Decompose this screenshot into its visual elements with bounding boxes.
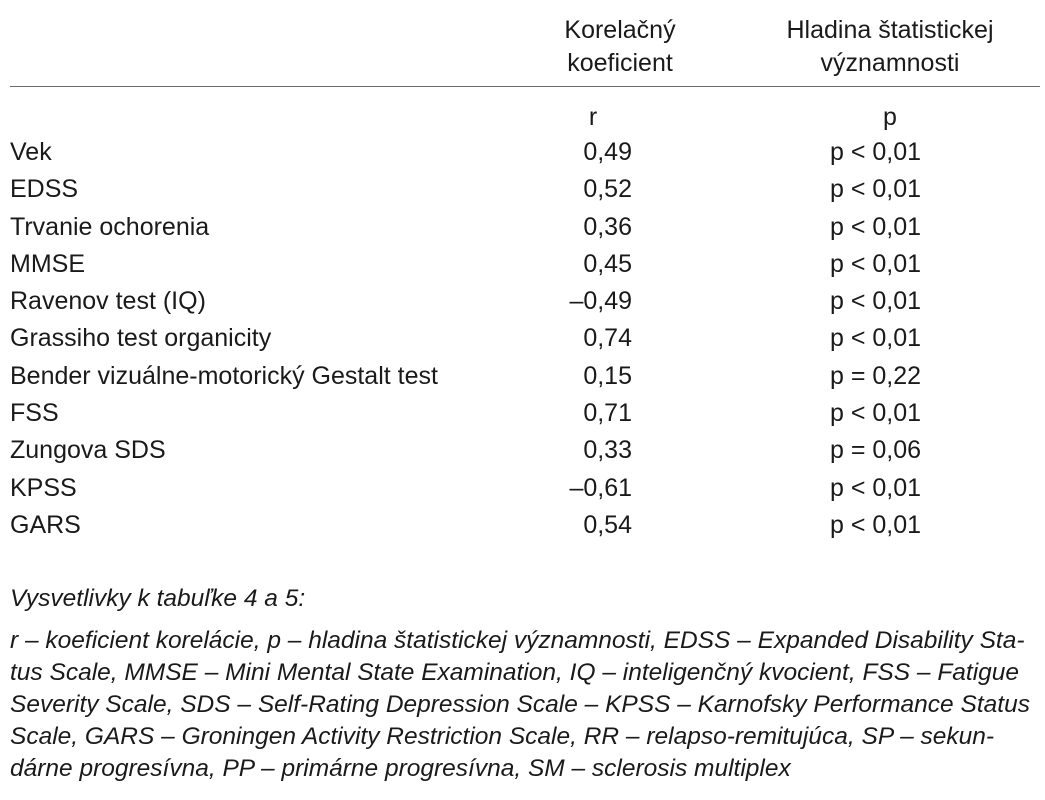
table-row	[0, 432, 1045, 469]
table-row	[0, 171, 1045, 208]
subheader-r: r	[588, 103, 598, 131]
header-significance-level: Hladina štatistickej významnosti	[786, 16, 994, 77]
row-p-value: p < 0,01	[830, 510, 922, 539]
table-row	[0, 470, 1045, 507]
row-r-value: 0,54	[583, 510, 632, 539]
row-r-value: 0,15	[583, 361, 632, 390]
subheader-p: p	[883, 103, 897, 131]
row-r-value: –0,49	[569, 287, 632, 316]
table-row	[0, 320, 1045, 357]
table-row	[0, 209, 1045, 246]
row-label: EDSS	[10, 175, 79, 204]
table-subheader	[0, 101, 1045, 133]
table-body	[0, 134, 1045, 544]
table-header	[0, 14, 1045, 84]
row-label: FSS	[10, 399, 59, 428]
row-r-value: –0,61	[569, 473, 632, 502]
row-r-value: 0,36	[583, 212, 632, 241]
row-p-value: p < 0,01	[830, 212, 922, 241]
row-label: Zungova SDS	[10, 436, 166, 465]
header-correlation-coefficient: Korelačný koeficient	[564, 16, 676, 77]
row-label: KPSS	[10, 473, 77, 502]
row-p-value: p < 0,01	[830, 138, 922, 166]
row-label: Trvanie ochorenia	[10, 212, 210, 241]
notes-line: r – koeficient korelácie, p – hladina štatistickej významnosti, EDSS – Expanded Disability Sta-	[10, 627, 1025, 654]
row-p-value: p < 0,01	[830, 473, 922, 502]
row-label: Ravenov test (IQ)	[10, 287, 206, 316]
row-p-value: p = 0,06	[830, 436, 922, 465]
row-p-value: p < 0,01	[830, 249, 922, 278]
table-notes	[10, 583, 1040, 785]
row-p-value: p < 0,01	[830, 287, 922, 316]
row-r-value: 0,71	[583, 399, 632, 428]
table-row	[0, 358, 1045, 395]
table-row	[0, 246, 1045, 283]
row-label: Vek	[10, 138, 52, 166]
notes-title: Vysvetlivky k tabuľke 4 a 5:	[10, 585, 306, 612]
row-label: Grassiho test organicity	[10, 324, 272, 353]
row-r-value: 0,45	[583, 249, 632, 278]
row-p-value: p < 0,01	[830, 175, 922, 204]
notes-line: Scale, GARS – Groningen Activity Restriction Scale, RR – relapso-remitujúca, SP – sekun-	[10, 723, 995, 750]
header-rule	[10, 86, 1040, 87]
notes-line: tus Scale, MMSE – Mini Mental State Examination, IQ – inteligenčný kvocient, FSS – Fatigue	[10, 659, 1020, 686]
table-row	[0, 395, 1045, 432]
row-p-value: p < 0,01	[830, 324, 922, 353]
notes-line: dárne progresívna, PP – primárne progresívna, SM – sclerosis multiplex	[10, 755, 791, 782]
notes-line: Severity Scale, SDS – Self-Rating Depression Scale – KPSS – Karnofsky Performance Status	[10, 691, 1030, 718]
row-label: GARS	[10, 510, 81, 539]
row-r-value: 0,52	[583, 175, 632, 204]
row-r-value: 0,74	[583, 324, 632, 353]
row-p-value: p = 0,22	[830, 361, 922, 390]
row-r-value: 0,33	[583, 436, 632, 465]
row-label: Bender vizuálne-motorický Gestalt test	[10, 361, 438, 390]
table-row	[0, 507, 1045, 544]
table-row	[0, 134, 1045, 171]
row-p-value: p < 0,01	[830, 399, 922, 428]
row-label: MMSE	[10, 249, 85, 278]
row-r-value: 0,49	[583, 138, 632, 166]
table-row	[0, 283, 1045, 320]
